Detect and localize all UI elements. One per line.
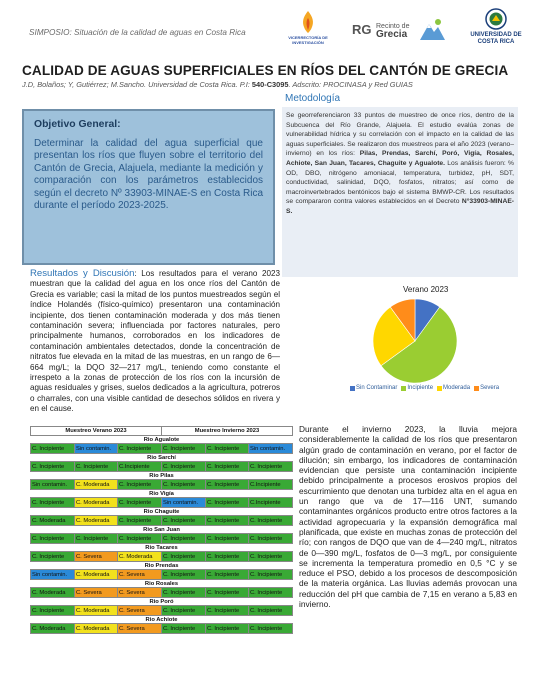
vicerrectoria-logo <box>280 10 334 52</box>
objetivo-text: Determinar la calidad del agua superficial que presentan los ríos que fluyen sobre el territorio del Cantón de Grecia, Alajuela, mediante la medición y comparación con los parámetros establecidos según el decreto Nº 33903-MINAE-S en Costa Rica durante el período 2023-2025. <box>34 138 263 212</box>
legend-label: Sin Contaminar <box>356 385 398 391</box>
table-cell: C. Incipiente <box>162 606 206 616</box>
river-name-row <box>31 616 293 624</box>
table-cell: C. Incipiente <box>162 462 206 472</box>
table-cell: C. Severa <box>75 588 118 598</box>
river-name-row <box>31 562 293 570</box>
table-cell: C. Incipiente <box>31 534 75 544</box>
table-cell: C. Moderada <box>75 606 118 616</box>
table-cell: Sin contamin. <box>75 444 118 454</box>
metodologia-text-2: Los análisis fueron: % OD, DBO, nitrógeno amoniacal, temperatura, turbidez, pH, SDT, conductividad, salinidad, DQO, fosfatos, nitratos; así como de macroinvertebrados bentónicos bajo el sistema BMWP-CR. Los resultados se compararon contra valores establecidos en el Decreto <box>286 159 514 206</box>
table-cell: C. Severa <box>118 588 162 598</box>
authors-text: J.D, Bolaños; Y, Gutiérrez; M.Sancho. Universidad de Costa Rica. P.I: <box>22 80 250 89</box>
table-cell: C. Incipiente <box>75 462 118 472</box>
legend-item <box>437 385 470 391</box>
river-name-row <box>31 472 293 480</box>
table-row <box>31 444 293 454</box>
page-title: CALIDAD DE AGUAS SUPERFICIALES EN RÍOS DEL CANTÓN DE GRECIA <box>22 63 509 78</box>
table-cell: C. Incipiente <box>118 444 162 454</box>
table-cell: C. Incipiente <box>162 588 206 598</box>
table-cell: C. Incipiente <box>162 444 206 454</box>
header-winter: Muestreo Invierno 2023 <box>162 427 293 436</box>
legend-swatch <box>474 386 479 391</box>
table-cell: C. Incipiente <box>31 462 75 472</box>
table-cell: C. Incipiente <box>249 570 293 580</box>
river-name: Rio Sarchí <box>31 454 293 462</box>
legend-swatch <box>350 386 355 391</box>
metodologia-rivers: Pilas, Prendas, Sarchí, Poró, Vigía, Rosales, Achiote, San Juan, Tacares, Chaguite y Agualote. <box>286 150 514 167</box>
table-row <box>31 516 293 526</box>
results-heading: Resultados y Discusión <box>30 268 135 279</box>
table-cell: C. Incipiente <box>75 534 118 544</box>
table-cell: C. Incipiente <box>206 462 249 472</box>
river-name: Rio Rosales <box>31 580 293 588</box>
table-cell: C. Severa <box>118 606 162 616</box>
table-cell: C. Incipiente <box>206 534 249 544</box>
table-cell: C.Incipiente <box>249 498 293 508</box>
table-cell: C. Incipiente <box>118 534 162 544</box>
table-cell: C. Incipiente <box>206 498 249 508</box>
rg-small-text: Recinto de <box>376 23 410 30</box>
table-cell: C. Incipiente <box>249 624 293 634</box>
table-cell: C. Incipiente <box>162 534 206 544</box>
table-cell: Sin contamin. <box>31 480 75 490</box>
table-cell: C. Moderada <box>31 588 75 598</box>
table-cell: Sin contamin. <box>162 498 206 508</box>
table-cell: C. Incipiente <box>249 606 293 616</box>
river-name-row <box>31 598 293 606</box>
table-cell: C. Moderada <box>31 516 75 526</box>
table-cell: C. Moderada <box>75 498 118 508</box>
river-name: Rio San Juan <box>31 526 293 534</box>
table-cell: C. Incipiente <box>206 624 249 634</box>
table-row <box>31 570 293 580</box>
river-name-row <box>31 454 293 462</box>
table-cell: C. Incipiente <box>206 606 249 616</box>
chart-legend <box>350 385 499 391</box>
metodologia-panel <box>282 107 518 277</box>
river-name: Rio Tacares <box>31 544 293 552</box>
table-cell: C. Incipiente <box>249 516 293 526</box>
table-row <box>31 552 293 562</box>
rg-big-text: Grecia <box>376 29 408 40</box>
mountain-icon <box>418 16 446 44</box>
legend-swatch <box>401 386 406 391</box>
legend-swatch <box>437 386 442 391</box>
river-name: Rio Achiote <box>31 616 293 624</box>
vicerrectoria-logo-text: VICERRECTORÍA DE INVESTIGACIÓN <box>288 35 328 45</box>
results-text: : Los resultados para el verano 2023 muestran que la calidad del agua en los once ríos del Cantón de Grecia es variable; casi la mitad de los puntos muestreados según el índice Holandés (físico-químico) presentaron una contaminación incipiente, dos tienen contaminación moderada y dos más tienen contaminación severa; influenciada por factores naturales, pero principalmente humanos, corroborados en los indicadores de contaminación ambientales detectados, donde la concentración de nitratos fue elevada en la mitad de las muestras, en un rango de 6—664 mg/L; la DQO 32—217 mg/L, teniendo como constante el irrespeto a la zonas de protección de los ríos con la incursión de aguas residuales y grises, suelos dedicados a la agricultura, potreros o charrales, con una visible cantidad de desechos sólidos en rivera y en el cause. <box>30 269 280 414</box>
metodologia-text-1: Se georreferenciaron 33 puntos de muestreo de once ríos, dentro de la Subcuenca del Río Grande, Alajuela. El estudio evalúa zonas de vulnerabilidad hídrica y su correlación con el impacto en la calidad de las aguas superficiales. Se realizaron dos muestreos para el año 2023 (verano– invierno) en los ríos: <box>286 112 514 158</box>
river-name: Rio Poró <box>31 598 293 606</box>
river-name-row <box>31 490 293 498</box>
table-cell: C. Incipiente <box>162 624 206 634</box>
table-cell: C. Incipiente <box>249 552 293 562</box>
table-cell: C. Incipiente <box>31 606 75 616</box>
table-cell: C. Incipiente <box>249 534 293 544</box>
table-row <box>31 606 293 616</box>
table-cell: C. Severa <box>75 552 118 562</box>
table-cell: C. Incipiente <box>206 516 249 526</box>
legend-item <box>350 385 397 391</box>
recinto-grecia-logo <box>352 16 447 46</box>
objetivo-title: Objetivo General: <box>34 119 121 130</box>
table-cell: C.Incipiente <box>118 462 162 472</box>
table-cell: C. Incipiente <box>162 516 206 526</box>
table-cell: C. Incipiente <box>206 552 249 562</box>
table-cell: C.Incipiente <box>249 480 293 490</box>
table-cell: C. Incipiente <box>31 552 75 562</box>
table-cell: C. Incipiente <box>118 498 162 508</box>
pie-chart-svg <box>370 296 460 386</box>
objetivo-panel <box>22 109 275 265</box>
university-seal-icon <box>485 8 507 30</box>
table-cell: C. Incipiente <box>118 480 162 490</box>
river-name-row <box>31 436 293 444</box>
table-cell: C. Incipiente <box>206 444 249 454</box>
metodologia-heading: Metodología <box>285 93 341 104</box>
table-cell: Sin contamin. <box>31 570 75 580</box>
flame-icon <box>300 10 316 34</box>
table-cell: C. Moderada <box>75 516 118 526</box>
legend-label: Severa <box>480 385 500 391</box>
table-cell: C. Incipiente <box>31 444 75 454</box>
water-quality-table <box>30 426 293 634</box>
legend-item <box>401 385 433 391</box>
table-cell: C. Incipiente <box>206 480 249 490</box>
ucr-logo <box>466 8 526 54</box>
legend-item <box>474 385 499 391</box>
symposium-title: SIMPOSIO: Situación de la calidad de aguas en Costa Rica <box>29 28 246 37</box>
table-row <box>31 480 293 490</box>
legend-label: Incipiente <box>407 385 434 391</box>
river-name: Rio Prendas <box>31 562 293 570</box>
metodologia-decree: N°33903-MINAE-S. <box>286 198 515 215</box>
pie-chart <box>345 281 543 396</box>
table-cell: C. Severa <box>118 624 162 634</box>
poster-header <box>0 0 543 62</box>
table-row <box>31 588 293 598</box>
table-cell: C. Incipiente <box>249 462 293 472</box>
ucr-logo-text: UNIVERSIDAD DE COSTA RICA <box>470 32 522 45</box>
river-name: Rio Pilas <box>31 472 293 480</box>
authors-line <box>22 80 522 89</box>
table-cell: C. Moderada <box>75 570 118 580</box>
river-name: Rio Chaguite <box>31 508 293 516</box>
river-name: Rio Agualote <box>31 436 293 444</box>
winter-discussion: Durante el invierno 2023, la lluvia mejora considerablemente la calidad de los ríos que presentaron algún grado de contaminación en verano, por el factor de dilución; sin embargo, los indicadores de contaminación evidencian que persiste una contaminación incipiente debido principalmente a procesos erosivos propios del escurrimiento que denotan una turbidez alta en el agua en un rango que va de 17—116 UNT, sumando contaminantes orgánicos producto entre otros factores a la actividad agropecuaria y la expansión demográfica mal planificada, que existe en muchas zonas de protección del río; con rangos de DQO que van de 4—240 mg/L, nitratos de 0—390 mg/L, fosfatos de 0—3 mg/L, por consiguiente se incrementa la temperatura promedio en 0,5 °C y se reduce el PSO, debido a los procesos de descomposición de la materia orgánica. Las lluvias además provocan una reducción del pH que cambia de 7,15 en verano a 5,83 en invierno. <box>299 424 517 610</box>
river-name-row <box>31 544 293 552</box>
table-cell: C. Moderada <box>118 552 162 562</box>
table-cell: C. Severa <box>118 570 162 580</box>
river-name-row <box>31 508 293 516</box>
table-cell: Sin contamin. <box>249 444 293 454</box>
table-cell: C. Incipiente <box>162 570 206 580</box>
table-cell: C. Incipiente <box>162 552 206 562</box>
authors-rest: . Adscrito: PROCINASA y Red GUIAS <box>288 80 413 89</box>
table-row <box>31 462 293 472</box>
table-row <box>31 498 293 508</box>
table-row <box>31 534 293 544</box>
table-cell: C. Moderada <box>31 624 75 634</box>
table-row <box>31 624 293 634</box>
rg-mark: RG <box>352 22 372 37</box>
table-cell: C. Incipiente <box>162 480 206 490</box>
table-cell: C. Moderada <box>75 624 118 634</box>
table-cell: C. Incipiente <box>206 588 249 598</box>
table-cell: C. Incipiente <box>118 516 162 526</box>
header-summer: Muestreo Verano 2023 <box>31 427 162 436</box>
chart-title: Verano 2023 <box>403 285 449 294</box>
table-cell: C. Incipiente <box>206 570 249 580</box>
legend-label: Moderada <box>443 385 471 391</box>
river-name-row <box>31 526 293 534</box>
river-name-row <box>31 580 293 588</box>
table-cell: C. Moderada <box>75 480 118 490</box>
results-section <box>30 269 280 415</box>
table-cell: C. Incipiente <box>249 588 293 598</box>
table-header-row <box>31 427 293 436</box>
project-code: 540-C3095 <box>251 80 289 89</box>
river-name: Rio Vigía <box>31 490 293 498</box>
table-cell: C. Incipiente <box>31 498 75 508</box>
